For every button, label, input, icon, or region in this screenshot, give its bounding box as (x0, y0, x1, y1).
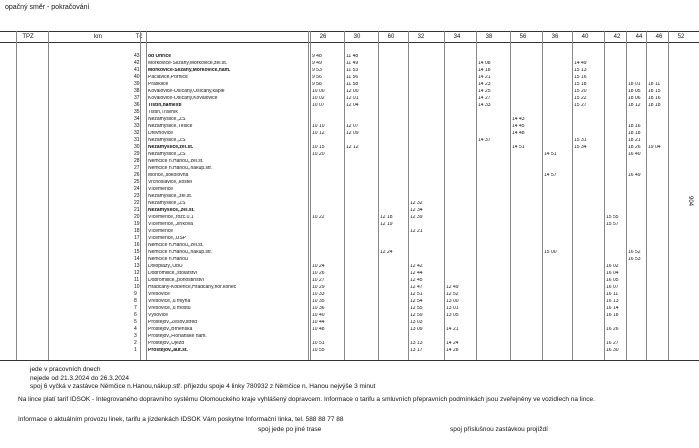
legend-item-exception: nejede od 21.3.2024 do 26.3.2024 (30, 375, 130, 382)
departure-time: 12 07 (346, 124, 359, 129)
table-row (0, 110, 699, 115)
stop-order: 26 (134, 172, 140, 178)
departure-time: 16 07 (606, 285, 619, 290)
table-row (0, 152, 699, 157)
departure-time: 12 09 (346, 131, 359, 136)
departure-time: 9 56 (312, 75, 322, 80)
trip-header: 60 (387, 34, 395, 40)
header-rule (0, 42, 699, 43)
departure-time: 14 25 (478, 89, 491, 94)
departure-time: 16 30 (606, 348, 619, 353)
departure-time: 12 34 (410, 208, 423, 213)
page-number: 904 (686, 195, 693, 207)
table-row (0, 180, 699, 185)
stop-name: Vícemeřice (148, 229, 174, 234)
table-row (0, 103, 699, 108)
table-row (0, 131, 699, 136)
departure-time: 16 26 (606, 327, 619, 332)
departure-time: 12 55 (410, 306, 423, 311)
departure-time: 19 04 (648, 145, 661, 150)
stop-name: Prostějov,,Floriánské nám. (148, 334, 207, 339)
departure-time: 13 13 (410, 341, 423, 346)
table-row (0, 243, 699, 248)
stop-name: Tištín,Trávník (148, 110, 178, 115)
table-row (0, 285, 699, 290)
stop-name: Vrchoslavice,,kostel (148, 180, 192, 185)
trip-header: 40 (581, 34, 589, 40)
departure-time: 13 01 (446, 306, 459, 311)
table-row (0, 334, 699, 339)
departure-time: 12 24 (380, 250, 393, 255)
departure-time: 13 09 (410, 327, 423, 332)
table-row (0, 341, 699, 346)
table-row (0, 124, 699, 129)
departure-time: 12 19 (380, 222, 393, 227)
column-separator (16, 31, 17, 360)
departure-time: 15 20 (574, 89, 587, 94)
departure-time: 18 01 (628, 82, 641, 87)
column-separator (310, 31, 311, 360)
departure-time: 15 13 (574, 68, 587, 73)
departure-time: 12 47 (410, 285, 423, 290)
table-top-rule (0, 31, 699, 32)
tariff-note: Na lince platí tarif IDSOK - Integrovaného dopravního systému Olomouckého kraje vyhlášený dopravcem. Informace o tarifu a smluvních přepravních podmínkách jsou zveřejněny ve vozidlech na lince. (18, 396, 595, 403)
stop-name: Hradčany-Kobeřice,Hradčany,hor.konec (148, 285, 237, 290)
departure-time: 14 21 (478, 75, 491, 80)
departure-time: 14 18 (478, 68, 491, 73)
column-separator (626, 31, 627, 360)
column-separator (344, 31, 345, 360)
departure-time: 14 23 (478, 82, 491, 87)
departure-time: 14 51 (512, 145, 525, 150)
stop-order: 13 (134, 263, 140, 269)
direction-label: opačný směr - pokračování (5, 4, 90, 11)
departure-time: 12 59 (410, 313, 423, 318)
departure-time: 18 11 (648, 82, 661, 87)
stop-name: Prostějov,,Žešov,střed (148, 320, 197, 325)
table-row (0, 166, 699, 171)
departure-time: 10 15 (312, 145, 325, 150)
stop-name: Tištín,náměstí (148, 103, 182, 108)
departure-time: 10 07 (312, 103, 325, 108)
stop-name: Vícemeřice,,rozc.0.1 (148, 215, 194, 220)
departure-time: 13 00 (446, 299, 459, 304)
stop-name: Prostějov,,aut.st. (148, 348, 188, 353)
table-row (0, 201, 699, 206)
table-row (0, 75, 699, 80)
trip-header: 26 (319, 34, 327, 40)
stop-order: 33 (134, 123, 140, 129)
departure-time: 18 16 (628, 124, 641, 129)
departure-time: 10 51 (312, 341, 325, 346)
stop-name: Vřesovice,,u mostu (148, 306, 191, 311)
col-tpz: TPZ (22, 34, 34, 40)
departure-time: 16 04 (606, 271, 619, 276)
stop-order: 43 (134, 53, 140, 59)
departure-time: 16 27 (606, 341, 619, 346)
departure-time: 9 53 (312, 68, 322, 73)
table-row (0, 257, 699, 262)
stop-order: 36 (134, 102, 140, 108)
column-separator (444, 31, 445, 360)
departure-time: 18 05 (628, 89, 641, 94)
column-separator (140, 31, 141, 360)
stop-name: Kovalovice-Osíčany,Kovalovice (148, 96, 218, 101)
departure-time: 12 18 (380, 215, 393, 220)
table-row (0, 327, 699, 332)
departure-time: 14 43 (512, 117, 525, 122)
stop-order: 19 (134, 221, 140, 227)
departure-time: 18 18 (628, 131, 641, 136)
departure-time: 15 16 (574, 75, 587, 80)
table-row (0, 89, 699, 94)
trip-header: 46 (655, 34, 663, 40)
departure-time: 14 27 (478, 96, 491, 101)
trip-header: 42 (613, 34, 621, 40)
departure-time: 16 05 (606, 278, 619, 283)
departure-time: 10 22 (312, 215, 325, 220)
stop-name: Doloplazy,,ObÚ (148, 264, 183, 269)
stop-order: 39 (134, 81, 140, 87)
stop-name: od Uhřice (148, 54, 172, 59)
departure-time: 14 28 (446, 348, 459, 353)
table-row (0, 215, 699, 220)
trip-header: 38 (485, 34, 493, 40)
departure-time: 10 24 (312, 264, 325, 269)
stop-name: Dobromilice,,stolařství (148, 271, 198, 276)
column-separator (510, 31, 511, 360)
departure-time: 14 33 (478, 103, 491, 108)
stop-name: Nezamyslice,,žel.st. (148, 194, 193, 199)
departure-time: 16 18 (606, 313, 619, 318)
column-separator (48, 31, 49, 360)
departure-time: 14 37 (478, 138, 491, 143)
stop-order: 10 (134, 284, 140, 290)
table-row (0, 292, 699, 297)
stop-name: Dřevnovice (148, 131, 174, 136)
trip-header: 44 (635, 34, 643, 40)
stop-order: 2 (134, 340, 137, 346)
stop-order: 12 (134, 270, 140, 276)
departure-time: 14 49 (574, 61, 587, 66)
departure-time: 16 52 (628, 250, 641, 255)
stop-order: 4 (134, 326, 137, 332)
col-km: km (94, 34, 102, 40)
departure-time: 12 42 (410, 264, 423, 269)
stop-name: Nezamyslice,,ZŠ (148, 138, 186, 143)
departure-time: 12 32 (410, 201, 423, 206)
col-tc: Tč (135, 34, 143, 40)
departure-time: 18 16 (648, 96, 661, 101)
stop-order: 32 (134, 130, 140, 136)
departure-time: 9 58 (312, 82, 322, 87)
table-row (0, 117, 699, 122)
departure-time: 15 18 (574, 82, 587, 87)
departure-time: 11 49 (346, 61, 359, 66)
stop-order: 38 (134, 88, 140, 94)
departure-time: 10 20 (312, 152, 325, 157)
stop-name: Nezamyslice,,žel.st. (148, 208, 195, 213)
column-separator (646, 31, 647, 360)
departure-time: 14 48 (512, 131, 525, 136)
table-row (0, 194, 699, 199)
table-row (0, 299, 699, 304)
stop-order: 3 (134, 333, 137, 339)
stop-name: Němčice n.Hanou,,žel.st. (148, 159, 204, 164)
departure-time: 12 52 (446, 292, 459, 297)
table-row (0, 250, 699, 255)
table-row (0, 236, 699, 241)
table-row (0, 264, 699, 269)
departure-time: 14 57 (544, 173, 557, 178)
stop-name: Morkovice-Slížany,Morkovice,nám. (148, 68, 231, 73)
stop-order: 14 (134, 256, 140, 262)
stop-order: 37 (134, 95, 140, 101)
stop-name: Němčice n.Hanou,,nákup.stř. (148, 250, 213, 255)
departure-time: 16 11 (606, 292, 619, 297)
departure-time: 18 21 (628, 138, 641, 143)
table-row (0, 222, 699, 227)
stop-name: Němčice n.Hanou,,nákup.stř. (148, 166, 213, 171)
stop-order: 7 (134, 305, 137, 311)
stop-order: 21 (134, 207, 140, 213)
table-bottom-rule (0, 360, 699, 361)
departure-time: 18 15 (648, 89, 661, 94)
stop-name: Nezamyslice,,ZŠ (148, 201, 186, 206)
departure-time: 14 45 (512, 124, 525, 129)
departure-time: 15 31 (574, 138, 587, 143)
departure-time: 12 54 (410, 299, 423, 304)
legend-item-workdays: jede v pracovních dnech (30, 366, 101, 373)
table-row (0, 278, 699, 283)
stop-order: 18 (134, 228, 140, 234)
departure-time: 15 57 (606, 222, 619, 227)
column-separator (408, 31, 409, 360)
departure-time: 10 36 (312, 306, 325, 311)
trip-header: 56 (519, 34, 527, 40)
stop-name: Nezamyslice,,ZŠ (148, 117, 186, 122)
departure-time: 11 53 (346, 68, 359, 73)
departure-time: 12 00 (346, 89, 359, 94)
table-row (0, 306, 699, 311)
stop-name: Vřesovice (148, 292, 170, 297)
info-line: Informace o aktuálním provozu linek, tarifu a jízdenkách IDSOK Vám poskytne Informační linka, tel. 588 88 77 88 (18, 416, 344, 423)
trip-header: 36 (551, 34, 559, 40)
table-row (0, 173, 699, 178)
stop-order: 8 (134, 298, 137, 304)
departure-time: 10 35 (312, 299, 325, 304)
departure-time: 15 00 (544, 250, 557, 255)
departure-time: 10 40 (312, 313, 325, 318)
departure-time: 10 27 (312, 278, 325, 283)
stop-name: Vřesovice,,u mlýna (148, 299, 191, 304)
departure-time: 12 01 (346, 96, 359, 101)
departure-time: 14 21 (446, 327, 459, 332)
column-separator (572, 31, 573, 360)
departure-time: 12 45 (410, 278, 423, 283)
trip-header: 34 (453, 34, 461, 40)
stop-name: Vícemeřice (148, 187, 174, 192)
departure-time: 10 44 (312, 320, 325, 325)
departure-time: 14 24 (446, 341, 459, 346)
departure-time: 11 48 (346, 54, 359, 59)
departure-time: 15 27 (574, 103, 587, 108)
stop-order: 40 (134, 74, 140, 80)
stop-order: 1 (134, 347, 137, 353)
table-row (0, 54, 699, 59)
stop-name: Němčice n.Hanou (148, 257, 188, 262)
stop-name: Vícemeřice,,Jiříkova (148, 222, 194, 227)
route-note: spoj jede po jiné trase (258, 426, 322, 433)
stop-name: Nezamyslice,,ZŠ (148, 152, 186, 157)
stop-name: Mořice,,sokolovna (148, 173, 189, 178)
departure-time: 10 33 (312, 292, 325, 297)
stop-order: 5 (134, 319, 137, 325)
stop-name: Pačlavice,Pornice (148, 75, 188, 80)
stop-name: Prostějov,,Brněnská (148, 327, 193, 332)
departure-time: 10 29 (312, 285, 325, 290)
departure-time: 18 06 (628, 96, 641, 101)
departure-time: 16 40 (628, 152, 641, 157)
departure-time: 12 04 (346, 103, 359, 108)
stop-order: 22 (134, 200, 140, 206)
stop-order: 24 (134, 186, 140, 192)
departure-time: 16 14 (606, 306, 619, 311)
stop-name: Prostějov,,Újezd (148, 341, 185, 346)
departure-time: 13 05 (446, 313, 459, 318)
table-row (0, 208, 699, 213)
table-row (0, 68, 699, 73)
stop-order: 15 (134, 249, 140, 255)
stop-order: 41 (134, 67, 140, 73)
stop-name: Kovalovice-Osíčany,Osíčany,kaple (148, 89, 225, 94)
stop-order: 11 (134, 277, 140, 283)
legend-item-connection: spoj 6 vyčká v zastávce Němčice n.Hanou,nákup.stř. příjezdu spoje 4 linky 780932 z Němčice n. Hanou nejvýše 3 minut (30, 383, 376, 390)
stop-order: 25 (134, 179, 140, 185)
stop-order: 23 (134, 193, 140, 199)
departure-time: 14 08 (478, 61, 491, 66)
column-separator (668, 31, 669, 360)
stop-order: 34 (134, 116, 140, 122)
departure-time: 18 26 (628, 145, 641, 150)
stop-order: 20 (134, 214, 140, 220)
column-separator (604, 31, 605, 360)
table-row (0, 138, 699, 143)
table-row (0, 229, 699, 234)
column-separator (476, 31, 477, 360)
departure-time: 10 12 (312, 131, 325, 136)
departure-time: 10 00 (312, 89, 325, 94)
departure-time: 18 18 (648, 103, 661, 108)
table-row (0, 159, 699, 164)
stop-name: Výšovice (148, 313, 169, 318)
departure-time: 15 34 (574, 145, 587, 150)
departure-time: 16 53 (628, 257, 641, 262)
table-row (0, 348, 699, 353)
departure-time: 12 21 (410, 229, 423, 234)
stop-name: Prasklice (148, 82, 169, 87)
stop-name: Dobromilice,,pohostinství (148, 278, 204, 283)
stop-name: Morkovice-Slížany,Morkovice,žel.st. (148, 61, 228, 66)
stop-name: Němčice n.Hanou,,žel.st. (148, 243, 204, 248)
departure-time: 10 02 (312, 96, 325, 101)
column-separator (308, 31, 309, 360)
stop-name: Nezamyslice,žel.st. (148, 145, 194, 150)
departure-time: 12 49 (446, 285, 459, 290)
table-row (0, 313, 699, 318)
stop-order: 31 (134, 137, 140, 143)
trip-header: 32 (417, 34, 425, 40)
departure-time: 13 03 (410, 320, 423, 325)
departure-time: 12 12 (346, 145, 359, 150)
departure-time: 15 22 (574, 96, 587, 101)
trip-header: 52 (677, 34, 685, 40)
departure-time: 10 10 (312, 124, 325, 129)
departure-time: 16 13 (606, 299, 619, 304)
table-row (0, 145, 699, 150)
stop-order: 6 (134, 312, 137, 318)
stop-order: 29 (134, 151, 140, 157)
stop-order: 16 (134, 242, 140, 248)
departure-time: 10 26 (312, 271, 325, 276)
column-separator (146, 31, 147, 360)
departure-time: 10 55 (312, 348, 325, 353)
departure-time: 16 49 (628, 173, 641, 178)
departure-time: 12 51 (410, 292, 423, 297)
stop-order: 28 (134, 158, 140, 164)
table-row (0, 82, 699, 87)
stop-order: 9 (134, 291, 137, 297)
table-row (0, 271, 699, 276)
stop-order: 35 (134, 109, 140, 115)
stop-note: spoj příslušnou zastávkou projíždí (450, 426, 548, 433)
departure-time: 12 44 (410, 271, 423, 276)
stop-order: 17 (134, 235, 140, 241)
table-row (0, 320, 699, 325)
column-separator (542, 31, 543, 360)
departure-time: 11 58 (346, 82, 359, 87)
stop-order: 30 (134, 144, 140, 150)
departure-time: 13 17 (410, 348, 423, 353)
stop-order: 27 (134, 165, 140, 171)
table-row (0, 61, 699, 66)
departure-time: 10 48 (312, 327, 325, 332)
stop-name: Nezamyslice,Těšice (148, 124, 193, 129)
departure-time: 11 56 (346, 75, 359, 80)
departure-time: 15 55 (606, 215, 619, 220)
departure-time: 9 49 (312, 61, 322, 66)
departure-time: 12 39 (410, 215, 423, 220)
stop-order: 42 (134, 60, 140, 66)
departure-time: 14 51 (544, 152, 557, 157)
departure-time: 18 12 (628, 103, 641, 108)
table-row (0, 96, 699, 101)
trip-header: 30 (353, 34, 361, 40)
column-separator (378, 31, 379, 360)
departure-time: 9 48 (312, 54, 322, 59)
table-row (0, 187, 699, 192)
departure-time: 16 02 (606, 264, 619, 269)
stop-name: Vícemeřice,,ÚSP (148, 236, 187, 241)
